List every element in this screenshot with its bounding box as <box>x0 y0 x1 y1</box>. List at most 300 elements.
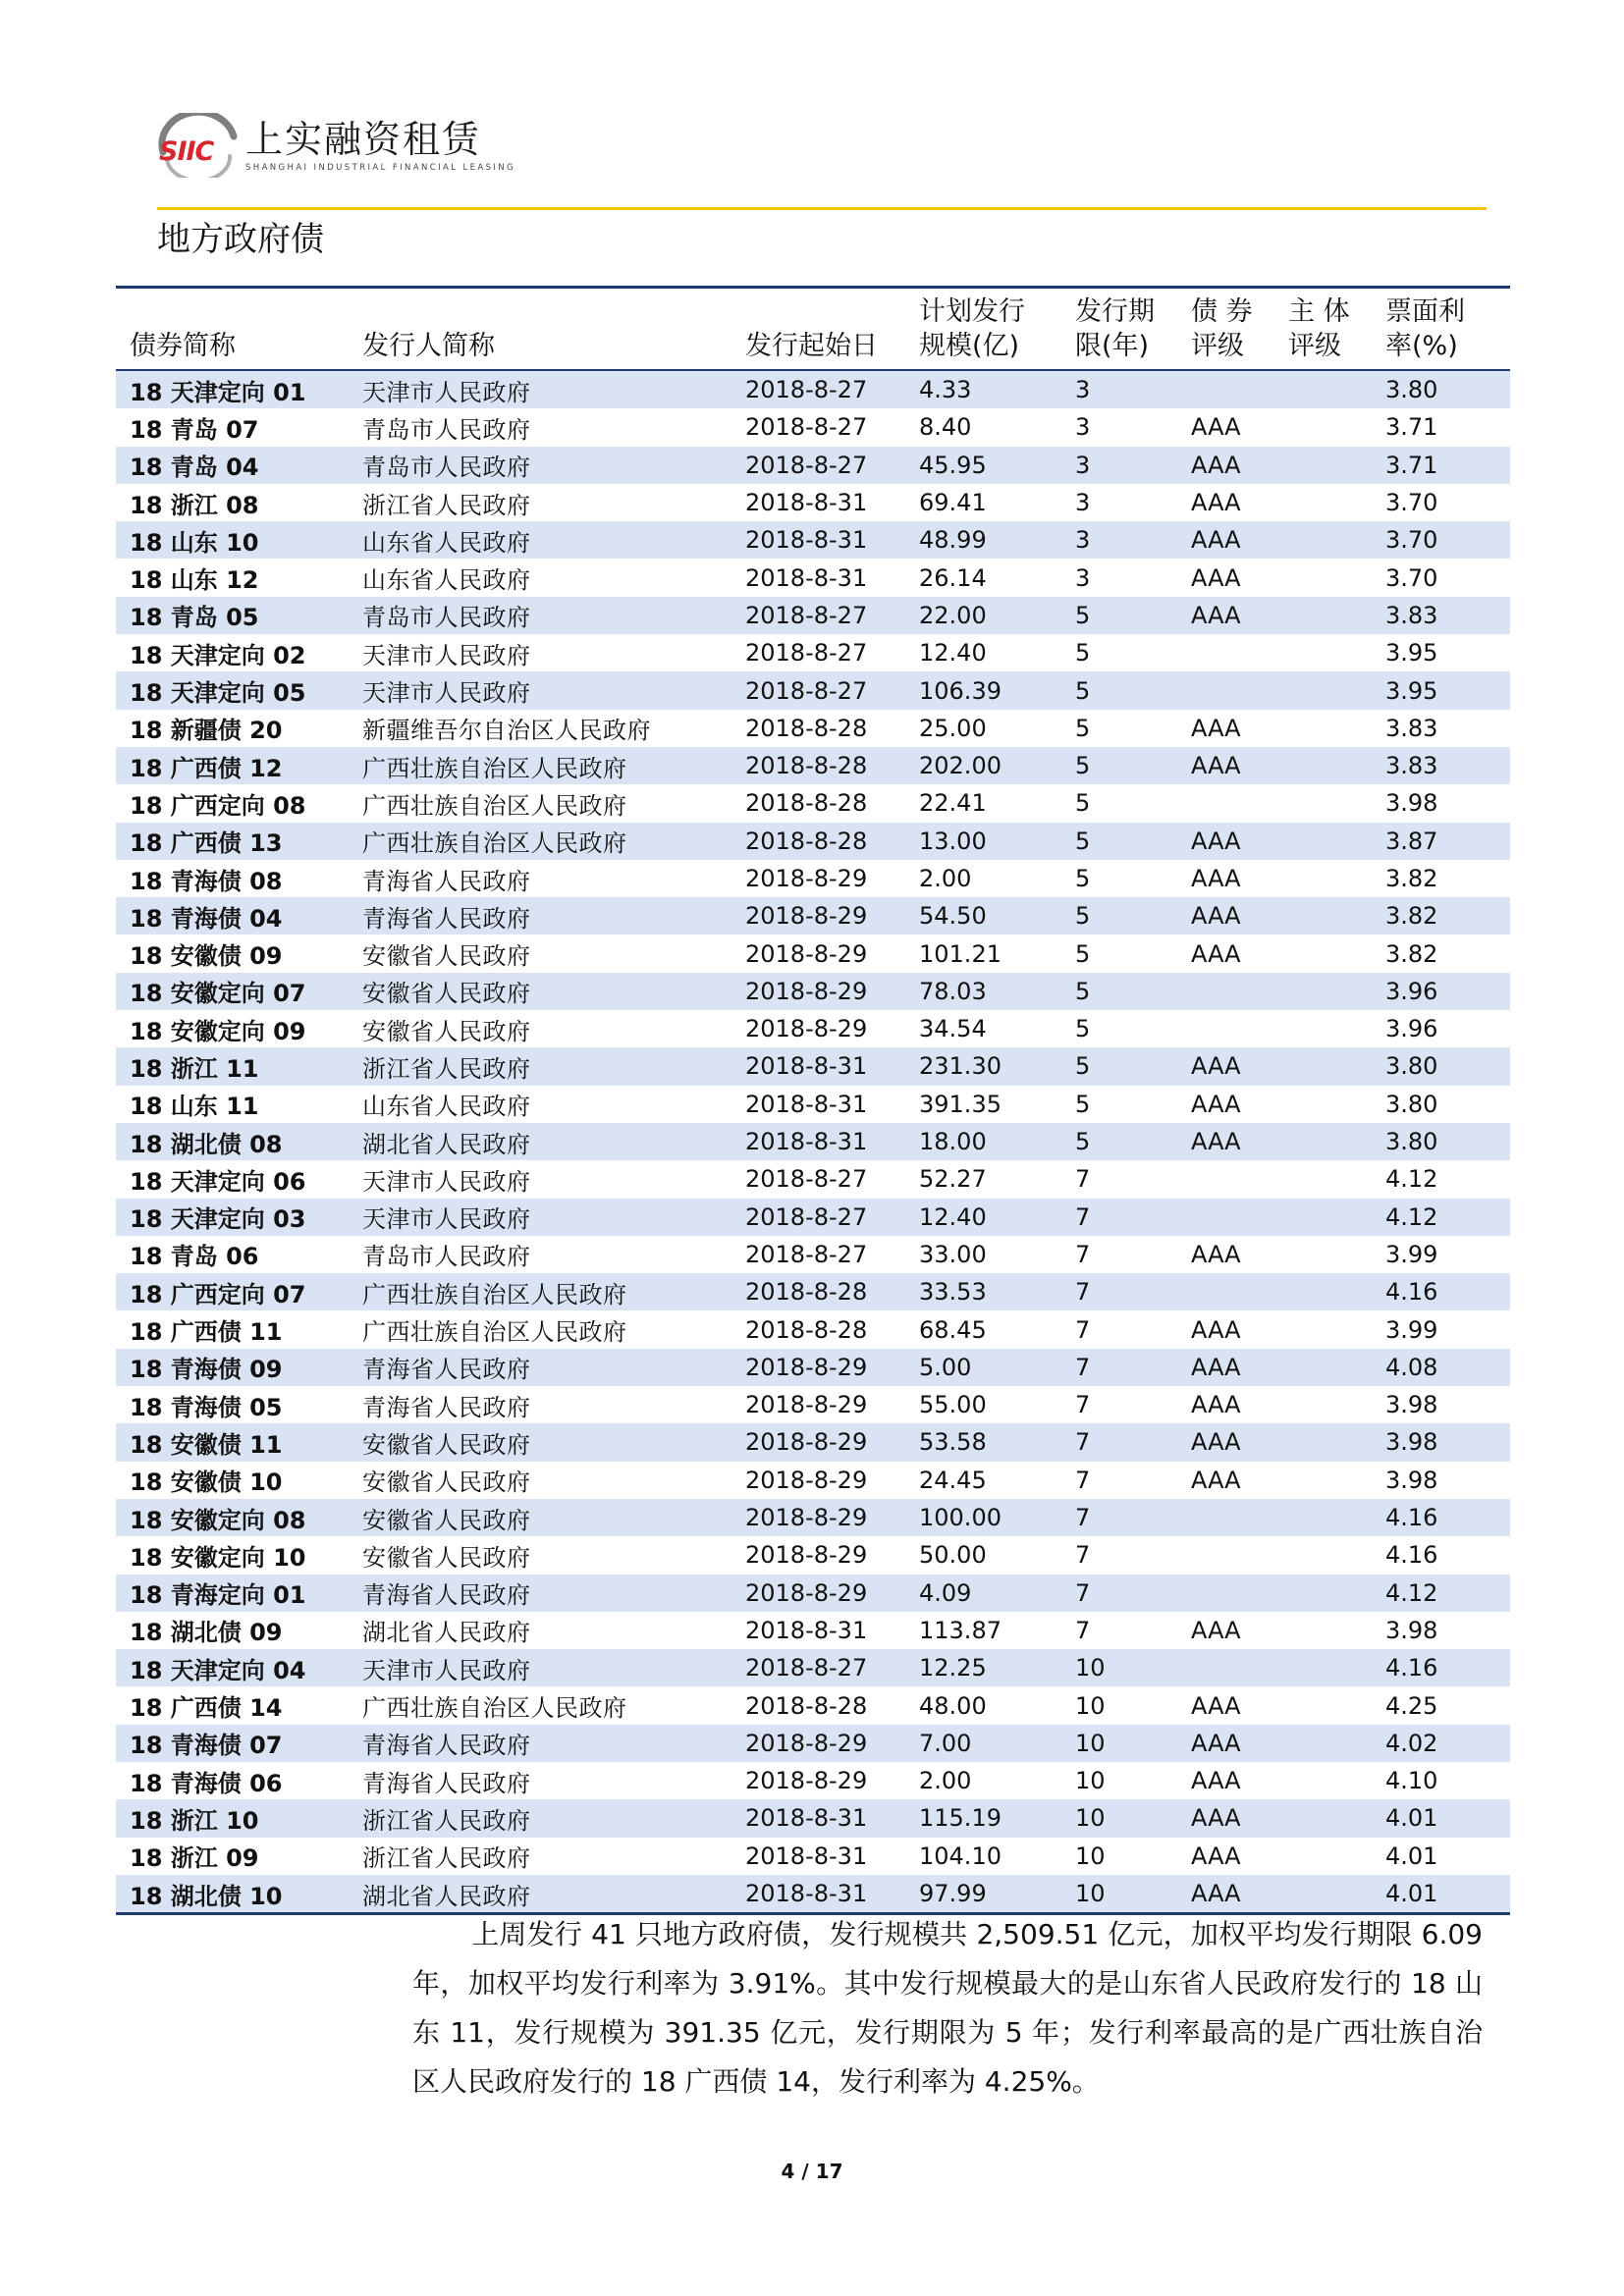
bond-name-cell: 18 广西债 12 <box>116 747 349 784</box>
table-row <box>116 1612 1510 1649</box>
report-header <box>157 106 515 185</box>
bond-name-cell: 18 青岛 05 <box>116 597 349 634</box>
issuer-rating-cell <box>1274 521 1372 559</box>
coupon-rate-cell: 4.01 <box>1372 1799 1510 1837</box>
bond-name-cell: 18 天津定向 01 <box>116 370 349 408</box>
term-cell: 10 <box>1075 1767 1106 1795</box>
plan-size-cell: 106.39 <box>905 671 1061 709</box>
column-header-bond-name: 债券简称 <box>116 288 349 371</box>
issue-date-cell: 2018-8-31 <box>745 489 868 517</box>
issuer-cell: 青岛市人民政府 <box>362 1243 531 1271</box>
term-cell: 7 <box>1075 1391 1091 1419</box>
coupon-rate-cell: 3.80 <box>1385 1090 1438 1118</box>
column-header-term: 发行期 限(年) <box>1061 288 1177 371</box>
issuer-cell: 青海省人民政府 <box>349 1575 731 1612</box>
bond-rating-cell <box>1177 1199 1274 1236</box>
issuer-cell: 天津市人民政府 <box>349 1199 731 1236</box>
term-cell: 5 <box>1075 1090 1091 1118</box>
section-title: 地方政府债 <box>157 220 324 259</box>
table-row <box>116 710 1510 747</box>
table-row <box>116 1462 1510 1499</box>
issuer-cell: 山东省人民政府 <box>362 566 531 595</box>
issuer-rating-cell <box>1274 484 1372 521</box>
issuer-rating-cell <box>1274 1086 1372 1123</box>
issue-date-cell: 2018-8-29 <box>731 1349 905 1386</box>
issuer-rating-cell <box>1274 1273 1372 1310</box>
term-cell: 10 <box>1061 1725 1177 1762</box>
table-row <box>116 1499 1510 1536</box>
coupon-rate-cell: 3.95 <box>1385 639 1438 667</box>
coupon-rate-cell: 4.16 <box>1372 1649 1510 1686</box>
issue-date-cell: 2018-8-27 <box>731 1649 905 1686</box>
issuer-cell: 广西壮族自治区人民政府 <box>349 1273 731 1310</box>
coupon-rate-cell: 3.96 <box>1385 1015 1438 1043</box>
coupon-rate-cell: 3.80 <box>1372 370 1510 408</box>
issuer-cell: 青岛市人民政府 <box>349 597 731 634</box>
issue-date-cell: 2018-8-31 <box>731 521 905 559</box>
coupon-rate-cell: 3.98 <box>1372 1423 1510 1461</box>
plan-size-cell: 202.00 <box>905 747 1061 784</box>
plan-size-cell: 8.40 <box>919 413 972 442</box>
term-cell: 5 <box>1061 597 1177 634</box>
coupon-rate-cell: 4.12 <box>1372 1575 1510 1612</box>
table-row <box>116 1349 1510 1386</box>
table-row <box>116 634 1510 671</box>
bond-name-cell: 18 山东 11 <box>130 1093 259 1121</box>
coupon-rate-cell: 3.99 <box>1385 1315 1438 1344</box>
issuer-rating-cell <box>1274 860 1372 897</box>
coupon-rate-cell: 3.98 <box>1385 1391 1438 1419</box>
bond-name-cell: 18 青海债 07 <box>116 1725 349 1762</box>
issue-date-cell: 2018-8-29 <box>745 865 868 892</box>
plan-size-cell: 33.53 <box>905 1273 1061 1310</box>
issuer-rating-cell <box>1274 897 1372 934</box>
issuer-cell: 浙江省人民政府 <box>349 1799 731 1837</box>
term-cell: 5 <box>1075 939 1091 968</box>
bond-rating-cell: AAA <box>1177 747 1274 784</box>
issuer-cell: 安徽省人民政府 <box>362 1468 531 1497</box>
bond-rating-cell: AAA <box>1177 521 1274 559</box>
plan-size-cell: 68.45 <box>919 1315 987 1344</box>
bond-rating-cell: AAA <box>1177 1725 1274 1762</box>
table-row <box>116 521 1510 559</box>
plan-size-cell: 4.33 <box>905 370 1061 408</box>
issue-date-cell: 2018-8-29 <box>745 1466 868 1494</box>
issue-date-cell: 2018-8-27 <box>745 1165 868 1194</box>
issue-date-cell: 2018-8-27 <box>745 639 868 667</box>
bond-rating-cell: AAA <box>1191 1616 1241 1644</box>
bond-rating-cell: AAA <box>1177 1875 1274 1914</box>
bond-rating-cell <box>1177 1499 1274 1536</box>
bond-name-cell: 18 青岛 07 <box>130 415 259 444</box>
table-row <box>116 1310 1510 1348</box>
logo-mark: SIIC <box>159 136 214 167</box>
issue-date-cell: 2018-8-31 <box>731 1875 905 1914</box>
table-row <box>116 1010 1510 1047</box>
plan-size-cell: 54.50 <box>905 897 1061 934</box>
table-row <box>116 1160 1510 1198</box>
bond-name-cell: 18 天津定向 06 <box>130 1167 306 1196</box>
plan-size-cell: 18.00 <box>905 1123 1061 1160</box>
issuer-cell: 青海省人民政府 <box>349 1349 731 1386</box>
issue-date-cell: 2018-8-29 <box>731 1575 905 1612</box>
term-cell: 7 <box>1075 1315 1091 1344</box>
page-number: 4 / 17 <box>781 2160 843 2183</box>
issuer-cell: 安徽省人民政府 <box>362 1543 531 1572</box>
bond-name-cell: 18 天津定向 02 <box>130 641 306 669</box>
term-cell: 5 <box>1061 747 1177 784</box>
table-row <box>116 1875 1510 1914</box>
issuer-cell: 新疆维吾尔自治区人民政府 <box>362 717 651 745</box>
term-cell: 7 <box>1075 1165 1091 1194</box>
bond-rating-cell <box>1177 1575 1274 1612</box>
summary-text: 上周发行 41 只地方政府债，发行规模共 2,509.51 亿元，加权平均发行期限 6.09 年，加权平均发行利率为 3.91%。其中发行规模最大的是山东省人民政府发行的 18 山东 11，发行规模为 391.35 亿元，发行期限为 5 年；发行利率最高的是广西壮族自治区人民政府发行的 18 广西债 14，发行利率为 4.25%。 <box>412 1918 1483 2098</box>
bond-name-cell: 18 新疆债 20 <box>130 717 283 745</box>
bond-name-cell: 18 安徽定向 08 <box>116 1499 349 1536</box>
issue-date-cell: 2018-8-28 <box>731 747 905 784</box>
issuer-rating-cell <box>1274 1762 1372 1799</box>
term-cell: 7 <box>1075 1541 1091 1570</box>
issuer-cell: 安徽省人民政府 <box>362 1017 531 1045</box>
coupon-rate-cell: 4.12 <box>1372 1199 1510 1236</box>
issuer-cell: 广西壮族自治区人民政府 <box>362 1694 627 1723</box>
coupon-rate-cell: 3.96 <box>1372 973 1510 1010</box>
issuer-cell: 青海省人民政府 <box>362 867 531 895</box>
plan-size-cell: 104.10 <box>919 1842 1001 1870</box>
bond-name-cell: 18 青海债 06 <box>130 1769 283 1797</box>
bond-rating-cell: AAA <box>1191 939 1241 968</box>
bond-rating-cell: AAA <box>1191 1315 1241 1344</box>
plan-size-cell: 50.00 <box>919 1541 987 1570</box>
term-cell: 5 <box>1061 671 1177 709</box>
issuer-cell: 青海省人民政府 <box>362 1769 531 1797</box>
issuer-cell: 广西壮族自治区人民政府 <box>362 1318 627 1347</box>
issue-date-cell: 2018-8-27 <box>731 370 905 408</box>
issue-date-cell: 2018-8-29 <box>731 973 905 1010</box>
issuer-cell: 青岛市人民政府 <box>349 447 731 484</box>
bond-name-cell: 18 青海债 08 <box>130 867 283 895</box>
issue-date-cell: 2018-8-28 <box>745 1691 868 1720</box>
coupon-rate-cell: 4.16 <box>1372 1499 1510 1536</box>
coupon-rate-cell: 4.01 <box>1385 1842 1438 1870</box>
column-header-bond-rating: 债 券 评级 <box>1177 288 1274 371</box>
issuer-cell: 山东省人民政府 <box>349 521 731 559</box>
issue-date-cell: 2018-8-27 <box>745 1240 868 1268</box>
issue-date-cell: 2018-8-31 <box>731 1799 905 1837</box>
term-cell: 10 <box>1061 1799 1177 1837</box>
term-cell: 10 <box>1061 1649 1177 1686</box>
issuer-rating-cell <box>1274 447 1372 484</box>
bond-rating-cell <box>1177 634 1274 671</box>
bond-rating-cell: AAA <box>1191 413 1241 442</box>
plan-size-cell: 97.99 <box>905 1875 1061 1914</box>
table-row <box>116 1762 1510 1799</box>
summary-paragraph <box>412 1910 1483 2107</box>
bond-name-cell: 18 浙江 10 <box>116 1799 349 1837</box>
issuer-cell: 安徽省人民政府 <box>349 973 731 1010</box>
table-row <box>116 1423 1510 1461</box>
coupon-rate-cell: 3.82 <box>1385 939 1438 968</box>
plan-size-cell: 53.58 <box>905 1423 1061 1461</box>
coupon-rate-cell: 4.02 <box>1372 1725 1510 1762</box>
table-row <box>116 784 1510 822</box>
issuer-cell: 广西壮族自治区人民政府 <box>349 747 731 784</box>
brand-name-en: SHANGHAI INDUSTRIAL FINANCIAL LEASING <box>245 163 516 173</box>
brand-name-cn: 上实融资租赁 <box>245 118 482 161</box>
bond-name-cell: 18 青海定向 01 <box>116 1575 349 1612</box>
issuer-rating-cell <box>1274 1838 1372 1875</box>
table-row <box>116 447 1510 484</box>
column-header-coupon-rate: 票面利 率(%) <box>1372 288 1510 371</box>
plan-size-cell: 101.21 <box>919 939 1001 968</box>
plan-size-cell: 2.00 <box>919 865 972 892</box>
issuer-rating-cell <box>1274 1123 1372 1160</box>
term-cell: 5 <box>1075 1015 1091 1043</box>
issuer-rating-cell <box>1274 1575 1372 1612</box>
coupon-rate-cell: 4.08 <box>1372 1349 1510 1386</box>
issuer-rating-cell <box>1274 1160 1372 1198</box>
issuer-rating-cell <box>1274 823 1372 860</box>
term-cell: 5 <box>1061 973 1177 1010</box>
company-logo <box>157 113 240 178</box>
bond-name-cell: 18 安徽债 11 <box>116 1423 349 1461</box>
issuer-cell: 天津市人民政府 <box>349 1649 731 1686</box>
plan-size-cell: 48.99 <box>905 521 1061 559</box>
plan-size-cell: 33.00 <box>919 1240 987 1268</box>
table-row <box>116 671 1510 709</box>
issue-date-cell: 2018-8-29 <box>731 1725 905 1762</box>
table-row <box>116 1686 1510 1724</box>
issuer-rating-cell <box>1274 1875 1372 1914</box>
issue-date-cell: 2018-8-29 <box>745 939 868 968</box>
table-row <box>116 370 1510 408</box>
bond-rating-cell: AAA <box>1191 1240 1241 1268</box>
bond-name-cell: 18 浙江 09 <box>130 1844 259 1873</box>
table-row <box>116 1086 1510 1123</box>
term-cell: 7 <box>1061 1499 1177 1536</box>
issuer-rating-cell <box>1274 1386 1372 1423</box>
issuer-cell: 青海省人民政府 <box>349 1725 731 1762</box>
issuer-cell: 浙江省人民政府 <box>349 1047 731 1085</box>
issue-date-cell: 2018-8-29 <box>745 1541 868 1570</box>
plan-size-cell: 4.09 <box>905 1575 1061 1612</box>
table-row <box>116 934 1510 972</box>
coupon-rate-cell: 4.10 <box>1385 1767 1438 1795</box>
bond-rating-cell: AAA <box>1191 489 1241 517</box>
issue-date-cell: 2018-8-28 <box>745 789 868 818</box>
issuer-rating-cell <box>1274 1649 1372 1686</box>
table-row <box>116 559 1510 596</box>
coupon-rate-cell: 3.83 <box>1372 747 1510 784</box>
bond-rating-cell: AAA <box>1177 447 1274 484</box>
issuer-rating-cell <box>1274 1349 1372 1386</box>
table-row <box>116 823 1510 860</box>
issuer-rating-cell <box>1274 1499 1372 1536</box>
issue-date-cell: 2018-8-31 <box>731 1123 905 1160</box>
bond-rating-cell: AAA <box>1191 1391 1241 1419</box>
issuer-rating-cell <box>1274 1010 1372 1047</box>
term-cell: 7 <box>1075 1616 1091 1644</box>
column-header-issuer: 发行人简称 <box>349 288 731 371</box>
coupon-rate-cell: 3.83 <box>1372 597 1510 634</box>
coupon-rate-cell: 3.70 <box>1385 489 1438 517</box>
table-row <box>116 1649 1510 1686</box>
issuer-rating-cell <box>1274 1462 1372 1499</box>
coupon-rate-cell: 4.12 <box>1385 1165 1438 1194</box>
term-cell: 10 <box>1061 1875 1177 1914</box>
bond-rating-cell: AAA <box>1177 597 1274 634</box>
coupon-rate-cell: 3.71 <box>1372 447 1510 484</box>
term-cell: 5 <box>1075 639 1091 667</box>
term-cell: 7 <box>1061 1199 1177 1236</box>
issuer-rating-cell <box>1274 1686 1372 1724</box>
coupon-rate-cell: 3.71 <box>1385 413 1438 442</box>
table-header-row <box>116 288 1510 371</box>
issuer-cell: 青海省人民政府 <box>349 897 731 934</box>
plan-size-cell: 24.45 <box>919 1466 987 1494</box>
table-row <box>116 897 1510 934</box>
issue-date-cell: 2018-8-27 <box>731 671 905 709</box>
bond-name-cell: 18 广西定向 07 <box>116 1273 349 1310</box>
issuer-rating-cell <box>1274 784 1372 822</box>
bond-name-cell: 18 浙江 08 <box>130 491 259 519</box>
term-cell: 3 <box>1075 563 1091 592</box>
term-cell: 5 <box>1075 714 1091 742</box>
plan-size-cell: 22.00 <box>905 597 1061 634</box>
issuer-rating-cell <box>1274 747 1372 784</box>
bond-name-cell: 18 广西债 11 <box>130 1318 283 1347</box>
issuer-cell: 青岛市人民政府 <box>362 415 531 444</box>
bond-name-cell: 18 山东 12 <box>130 566 259 595</box>
term-cell: 5 <box>1061 897 1177 934</box>
header-divider <box>157 207 1487 210</box>
bond-rating-cell: AAA <box>1177 1123 1274 1160</box>
bond-name-cell: 18 广西债 14 <box>130 1694 283 1723</box>
issuer-cell: 安徽省人民政府 <box>362 942 531 971</box>
bond-rating-cell <box>1177 1160 1274 1198</box>
term-cell: 5 <box>1061 1123 1177 1160</box>
column-header-issuer-rating: 主 体 评级 <box>1274 288 1372 371</box>
bond-name-cell: 18 青岛 04 <box>116 447 349 484</box>
issuer-cell: 广西壮族自治区人民政府 <box>362 791 627 820</box>
issue-date-cell: 2018-8-29 <box>731 1423 905 1461</box>
bond-rating-cell: AAA <box>1191 1691 1241 1720</box>
bond-table-body <box>116 370 1510 1914</box>
bond-name-cell: 18 安徽定向 09 <box>130 1017 306 1045</box>
table-row <box>116 597 1510 634</box>
table-row <box>116 747 1510 784</box>
coupon-rate-cell: 3.82 <box>1385 865 1438 892</box>
issuer-rating-cell <box>1274 1423 1372 1461</box>
plan-size-cell: 12.40 <box>919 639 987 667</box>
issuer-rating-cell <box>1274 1199 1372 1236</box>
plan-size-cell: 2.00 <box>919 1767 972 1795</box>
issue-date-cell: 2018-8-29 <box>745 1767 868 1795</box>
plan-size-cell: 391.35 <box>919 1090 1001 1118</box>
plan-size-cell: 22.41 <box>919 789 987 818</box>
coupon-rate-cell: 4.01 <box>1372 1875 1510 1914</box>
bond-name-cell: 18 天津定向 04 <box>116 1649 349 1686</box>
term-cell: 7 <box>1061 1273 1177 1310</box>
term-cell: 5 <box>1075 865 1091 892</box>
issue-date-cell: 2018-8-28 <box>731 1273 905 1310</box>
term-cell: 3 <box>1075 413 1091 442</box>
table-row <box>116 860 1510 897</box>
table-row <box>116 1536 1510 1574</box>
bond-name-cell: 18 安徽定向 07 <box>116 973 349 1010</box>
issue-date-cell: 2018-8-27 <box>731 1199 905 1236</box>
table-row <box>116 408 1510 446</box>
issue-date-cell: 2018-8-31 <box>745 563 868 592</box>
issuer-rating-cell <box>1274 1799 1372 1837</box>
plan-size-cell: 26.14 <box>919 563 987 592</box>
table-row <box>116 1838 1510 1875</box>
bond-rating-cell: AAA <box>1191 865 1241 892</box>
bond-name-cell: 18 浙江 11 <box>116 1047 349 1085</box>
issuer-rating-cell <box>1274 1310 1372 1348</box>
issue-date-cell: 2018-8-28 <box>745 1315 868 1344</box>
bond-rating-cell <box>1177 1010 1274 1047</box>
bond-rating-cell <box>1177 370 1274 408</box>
table-row <box>116 973 1510 1010</box>
coupon-rate-cell: 3.80 <box>1372 1123 1510 1160</box>
bond-rating-cell: AAA <box>1191 563 1241 592</box>
column-header-issue-date: 发行起始日 <box>731 288 905 371</box>
plan-size-cell: 7.00 <box>905 1725 1061 1762</box>
issuer-rating-cell <box>1274 370 1372 408</box>
table-row <box>116 1725 1510 1762</box>
plan-size-cell: 100.00 <box>905 1499 1061 1536</box>
coupon-rate-cell: 3.82 <box>1372 897 1510 934</box>
issue-date-cell: 2018-8-28 <box>745 714 868 742</box>
bond-rating-cell: AAA <box>1177 897 1274 934</box>
bond-name-cell: 18 青海债 05 <box>130 1393 283 1421</box>
bond-table <box>116 286 1510 1915</box>
bond-rating-cell <box>1177 784 1274 822</box>
coupon-rate-cell: 4.25 <box>1385 1691 1438 1720</box>
bond-rating-cell: AAA <box>1177 1047 1274 1085</box>
term-cell: 5 <box>1075 789 1091 818</box>
bond-rating-cell <box>1177 1536 1274 1574</box>
issuer-cell: 湖北省人民政府 <box>362 1619 531 1647</box>
bond-name-cell: 18 安徽定向 10 <box>130 1543 306 1572</box>
issuer-rating-cell <box>1274 671 1372 709</box>
coupon-rate-cell: 3.95 <box>1372 671 1510 709</box>
bond-name-cell: 18 湖北债 10 <box>116 1875 349 1914</box>
bond-name-cell: 18 广西定向 08 <box>130 791 306 820</box>
coupon-rate-cell: 3.70 <box>1385 563 1438 592</box>
plan-size-cell: 12.40 <box>905 1199 1061 1236</box>
term-cell: 3 <box>1061 447 1177 484</box>
bond-rating-cell: AAA <box>1191 1767 1241 1795</box>
table-row <box>116 1386 1510 1423</box>
bond-rating-cell: AAA <box>1191 1842 1241 1870</box>
coupon-rate-cell: 3.98 <box>1385 1616 1438 1644</box>
table-row <box>116 1273 1510 1310</box>
table-row <box>116 1123 1510 1160</box>
bond-rating-cell: AAA <box>1177 823 1274 860</box>
plan-size-cell: 45.95 <box>905 447 1061 484</box>
term-cell: 10 <box>1075 1691 1106 1720</box>
bond-rating-cell <box>1177 1649 1274 1686</box>
term-cell: 7 <box>1075 1466 1091 1494</box>
term-cell: 7 <box>1061 1423 1177 1461</box>
term-cell: 3 <box>1061 521 1177 559</box>
term-cell: 7 <box>1061 1575 1177 1612</box>
issuer-cell: 浙江省人民政府 <box>362 491 531 519</box>
bond-name-cell: 18 安徽债 09 <box>130 942 283 971</box>
bond-name-cell: 18 广西债 13 <box>116 823 349 860</box>
